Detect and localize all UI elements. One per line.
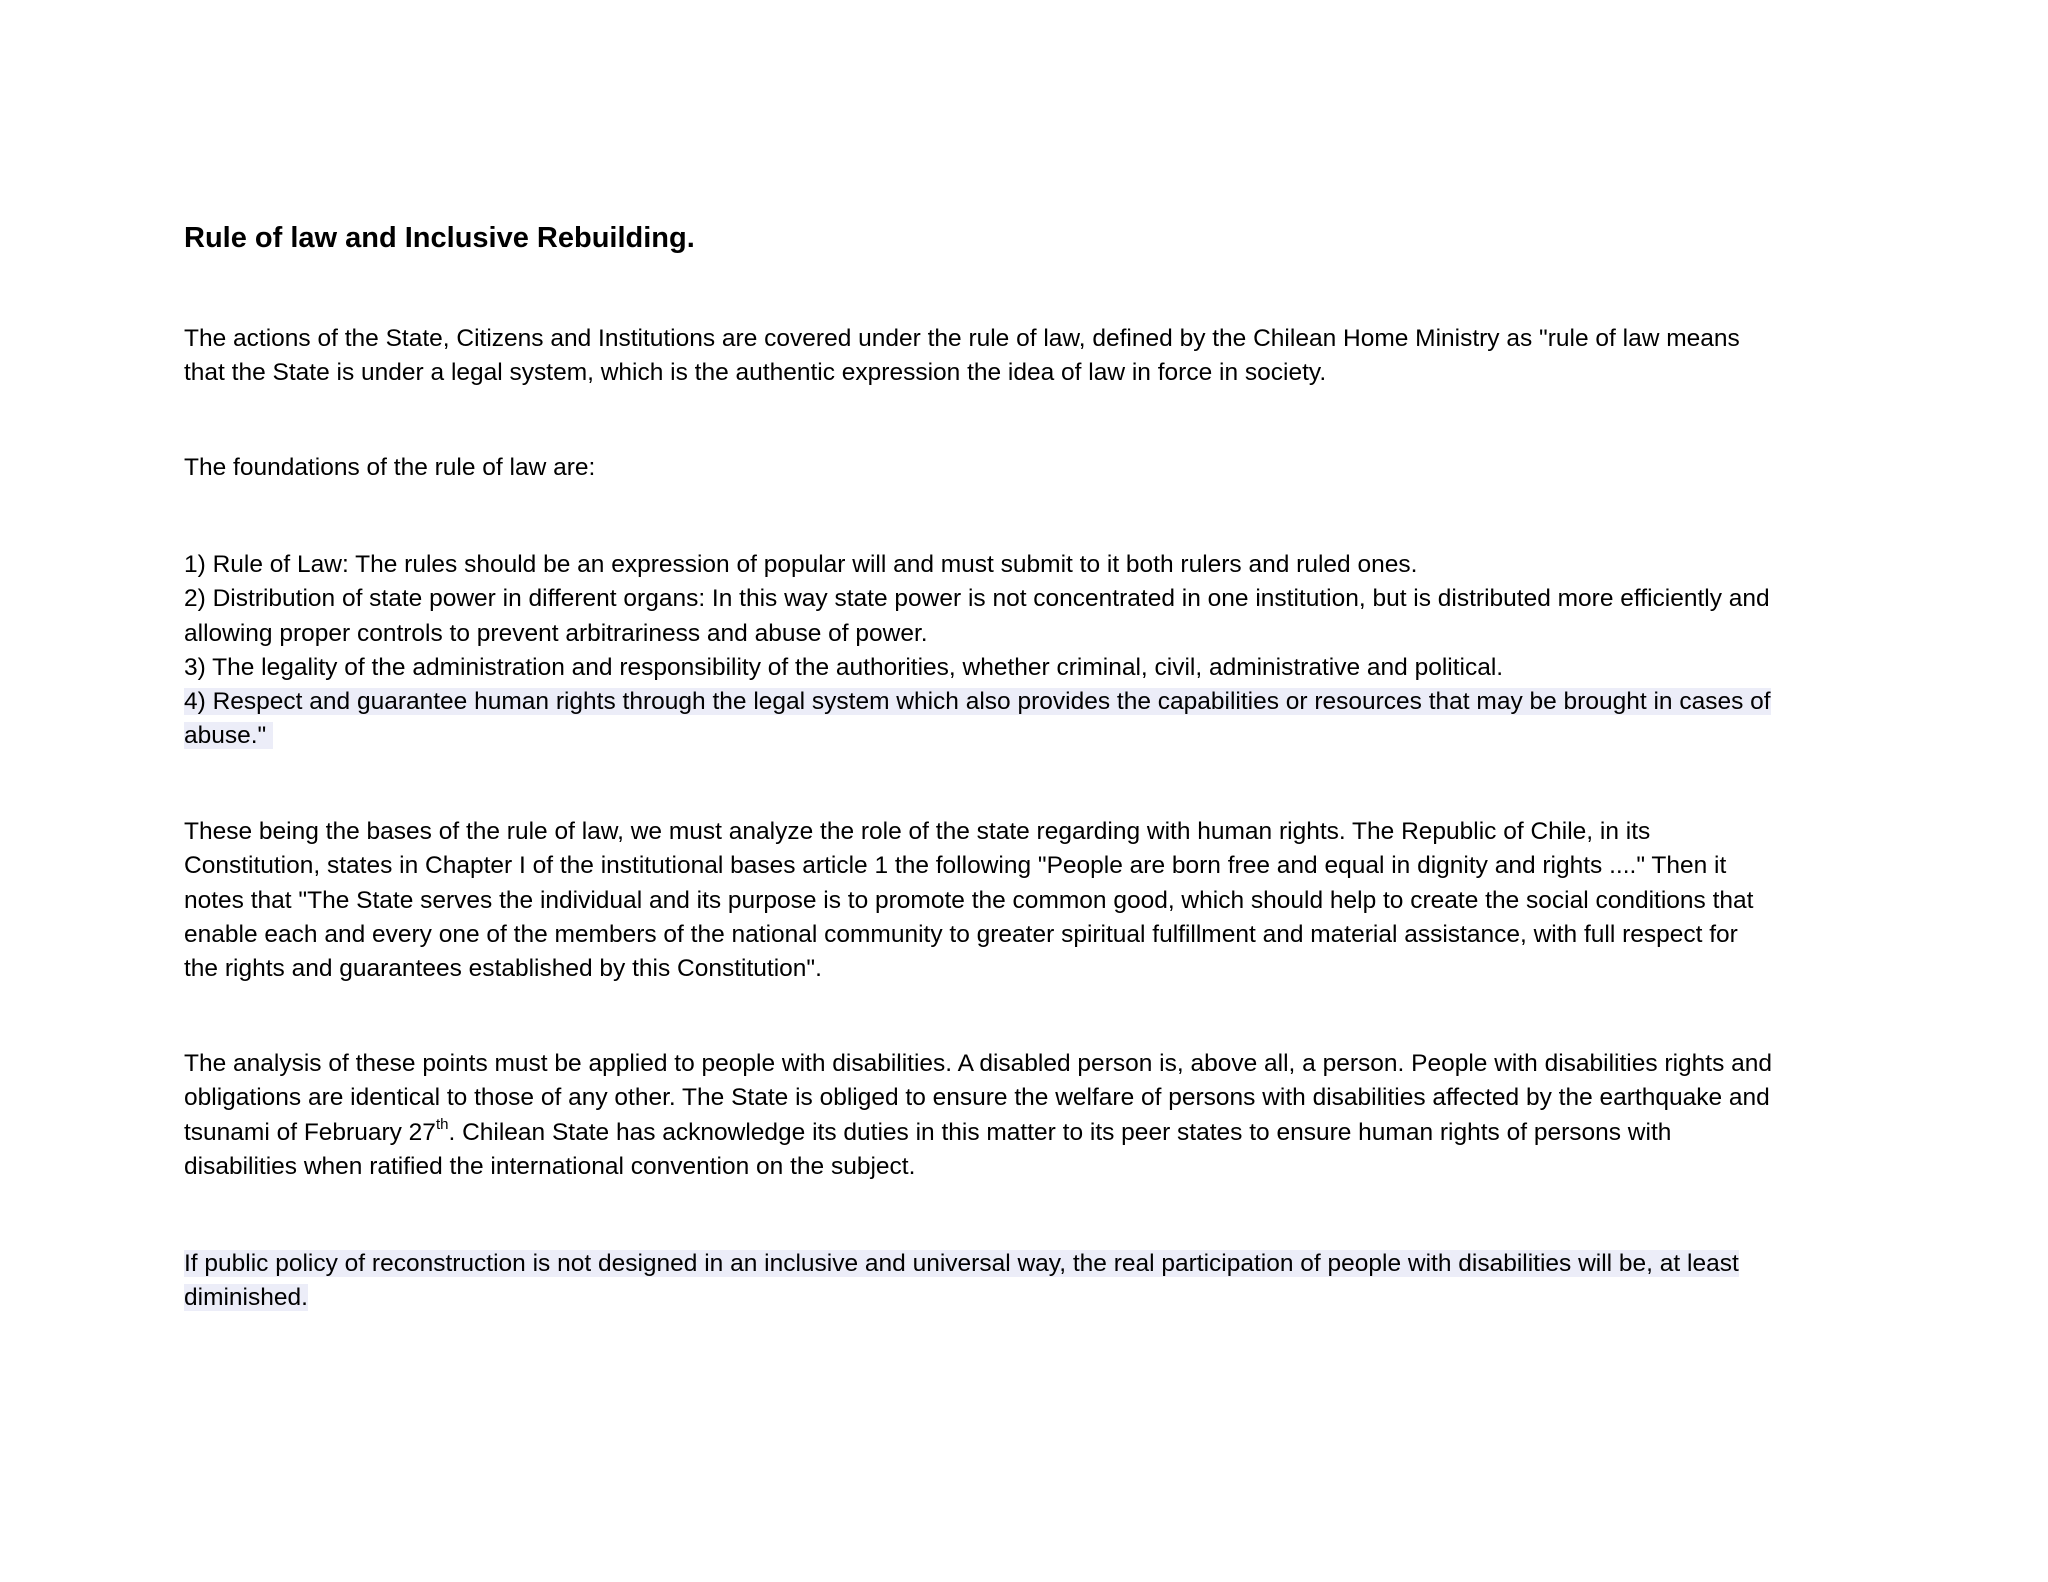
text-line: that the State is under a legal system, which is the authentic expression the idea of law in force in society. [184,359,1327,387]
text-line: enable each and every one of the members of the national community to greater spiritual fulfillment and material assistance, with full respect for [184,920,1738,948]
list-item: 2) Distribution of state power in different organs: In this way state power is not concentrated in one institution, but is distributed more efficiently and [184,585,1770,613]
list-item: allowing proper controls to prevent arbitrariness and abuse of power. [184,619,928,647]
paragraph-foundations-intro: The foundations of the rule of law are: [184,454,596,481]
text-line: obligations are identical to those of any other. The State is obliged to ensure the welfare of persons with disabilities affected by the earthquake and [184,1084,1770,1112]
text-line: The actions of the State, Citizens and Institutions are covered under the rule of law, defined by the Chilean Home Ministry as "rule of law means [184,325,1740,352]
paragraph-disabilities [184,1047,1884,1184]
text-line: notes that "The State serves the individual and its purpose is to promote the common good, which should help to create the social conditions that [184,886,1754,914]
text-line: the rights and guarantees established by this Constitution". [184,955,822,983]
text-fragment: tsunami of February 27 [184,1118,436,1146]
text-line: disabilities when ratified the international convention on the subject. [184,1152,916,1180]
highlighted-text: diminished. [184,1284,308,1312]
document-title: Rule of law and Inclusive Rebuilding. [184,222,695,254]
highlighted-text: abuse." [184,722,267,750]
list-item: 1) Rule of Law: The rules should be an expression of popular will and must submit to it both rulers and ruled ones. [184,551,1418,578]
superscript: th [435,1115,449,1133]
list-item: 3) The legality of the administration and responsibility of the authorities, whether criminal, civil, administrative and political. [184,653,1504,681]
foundations-list [184,548,1884,754]
text-line: The analysis of these points must be applied to people with disabilities. A disabled person is, above all, a person. People with disabilities rights and [184,1050,1773,1077]
highlighted-text: 4) Respect and guarantee human rights through the legal system which also provides the capabilities or resources that may be brought in cases of [184,688,1771,716]
text-line: Constitution, states in Chapter I of the institutional bases article 1 the following "People are born free and equal in dignity and rights ...." Then it [184,852,1727,880]
text-fragment: . Chilean State has acknowledge its duties in this matter to its peer states to ensure human rights of persons with [448,1118,1672,1146]
paragraph-rule-of-law-definition [184,322,1884,391]
paragraph-constitution [184,815,1884,986]
text-line [184,1116,1884,1150]
paragraph-reconstruction-policy [184,1247,1884,1316]
text-line: These being the bases of the rule of law, we must analyze the role of the state regarding with human rights. The Republic of Chile, in its [184,818,1651,845]
highlighted-text: If public policy of reconstruction is not designed in an inclusive and universal way, the real participation of people with disabilities will be, at least [184,1250,1739,1277]
